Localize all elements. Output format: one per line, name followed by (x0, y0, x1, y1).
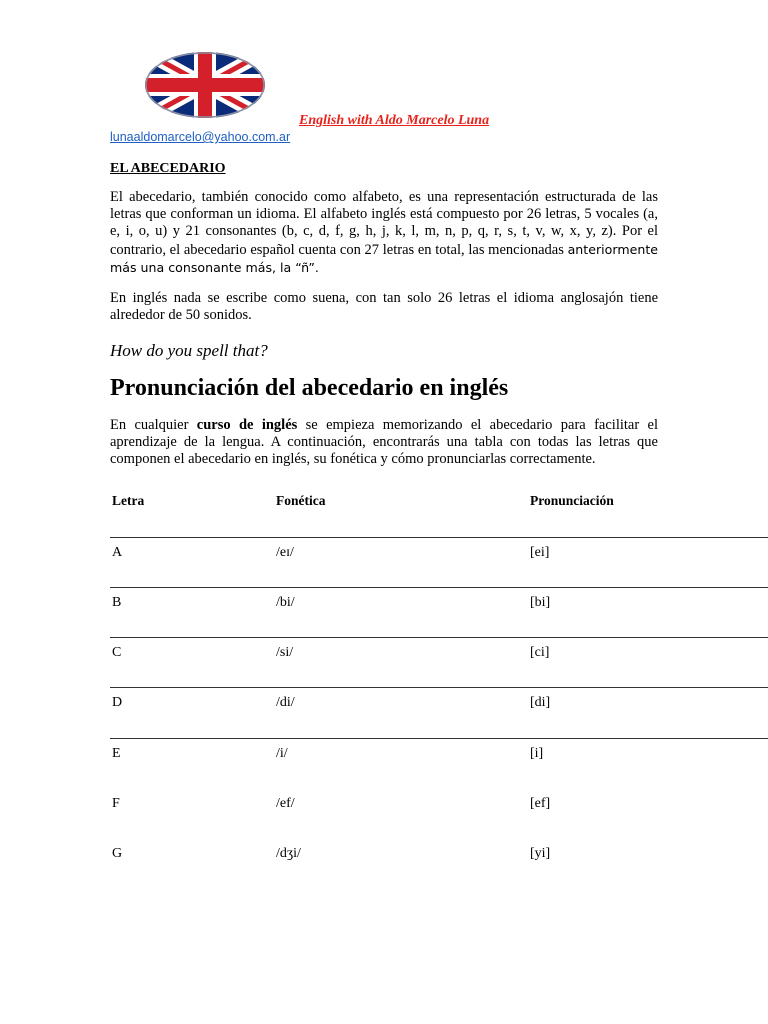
header-title-link[interactable]: English with Aldo Marcelo Luna (299, 113, 490, 128)
cell-pronunciation: [ef] (530, 796, 551, 811)
cell-pronunciation: [ei] (530, 545, 550, 560)
table-divider (110, 738, 768, 739)
table-row (110, 796, 768, 846)
table-header-row (0, 493, 768, 513)
cell-phonetic: /di/ (276, 695, 295, 710)
cell-pronunciation: [i] (530, 746, 544, 761)
cell-letter: C (112, 645, 122, 660)
header-letra: Letra (112, 493, 145, 508)
cell-phonetic: /eɪ/ (276, 545, 294, 560)
cell-letter: A (112, 545, 123, 560)
intro-text-after: se empieza memorizando el abecedario para facilitar el aprendizaje de la lengua. A continuación, encontrarás una tabla con todas las letras que componen el abecedario en inglés, su fonética y cómo pronunciarlas correctamente. (110, 417, 658, 468)
table-row (110, 846, 768, 896)
cell-pronunciation: [bi] (530, 595, 551, 610)
spell-subtitle: How do you spell that? (110, 341, 268, 360)
section-heading: EL ABECEDARIO (110, 161, 226, 176)
cell-letter: F (112, 796, 120, 811)
sounds-paragraph: En inglés nada se escribe como suena, con tan solo 26 letras el idioma anglosajón tiene alrededor de 50 sonidos. (110, 290, 658, 324)
cell-phonetic: /bi/ (276, 595, 295, 610)
paragraph-tail-text: anteriormente más una consonante más, la “ñ”. (110, 241, 659, 275)
cell-letter: B (112, 595, 122, 610)
paragraph-main-text: El abecedario, también conocido como alfabeto, es una representación estructurada de las letras que conforman un idioma. El alfabeto inglés está compuesto por 26 letras, 5 vocales (a, e, i, o, u) y 21 consonantes (b, c, d, f, g, h, j, k, l, m, n, p, q, r, s, t, v, w, x, y, z). Por el contrario, el abecedario español cuenta con 27 letras en total, las mencionadas (110, 189, 658, 258)
cell-pronunciation: [yi] (530, 846, 551, 861)
intro-text-before: En cualquier (110, 417, 197, 433)
cell-phonetic: /dʒi/ (276, 846, 301, 861)
cell-pronunciation: [di] (530, 695, 551, 710)
cell-phonetic: /ef/ (276, 796, 295, 811)
header-pronunciacion: Pronunciación (530, 493, 614, 508)
curso-de-ingles-text: curso de inglés (196, 417, 298, 433)
union-jack-flag-icon (144, 52, 266, 118)
table-divider (110, 587, 768, 588)
table-divider (110, 537, 768, 538)
intro-paragraph (110, 417, 658, 469)
pronunciation-heading: Pronunciación del abecedario en inglés (110, 375, 509, 401)
abecedario-paragraph (110, 189, 658, 277)
header-fonetica: Fonética (276, 493, 326, 508)
cell-letter: G (112, 846, 123, 861)
table-divider (110, 687, 768, 688)
email-link[interactable]: lunaaldomarcelo@yahoo.com.ar (110, 130, 291, 144)
cell-letter: D (112, 695, 123, 710)
cell-letter: E (112, 746, 121, 761)
cell-pronunciation: [ci] (530, 645, 550, 660)
table-divider (110, 637, 768, 638)
table-row (110, 746, 768, 796)
cell-phonetic: /i/ (276, 746, 288, 761)
cell-phonetic: /si/ (276, 645, 294, 660)
